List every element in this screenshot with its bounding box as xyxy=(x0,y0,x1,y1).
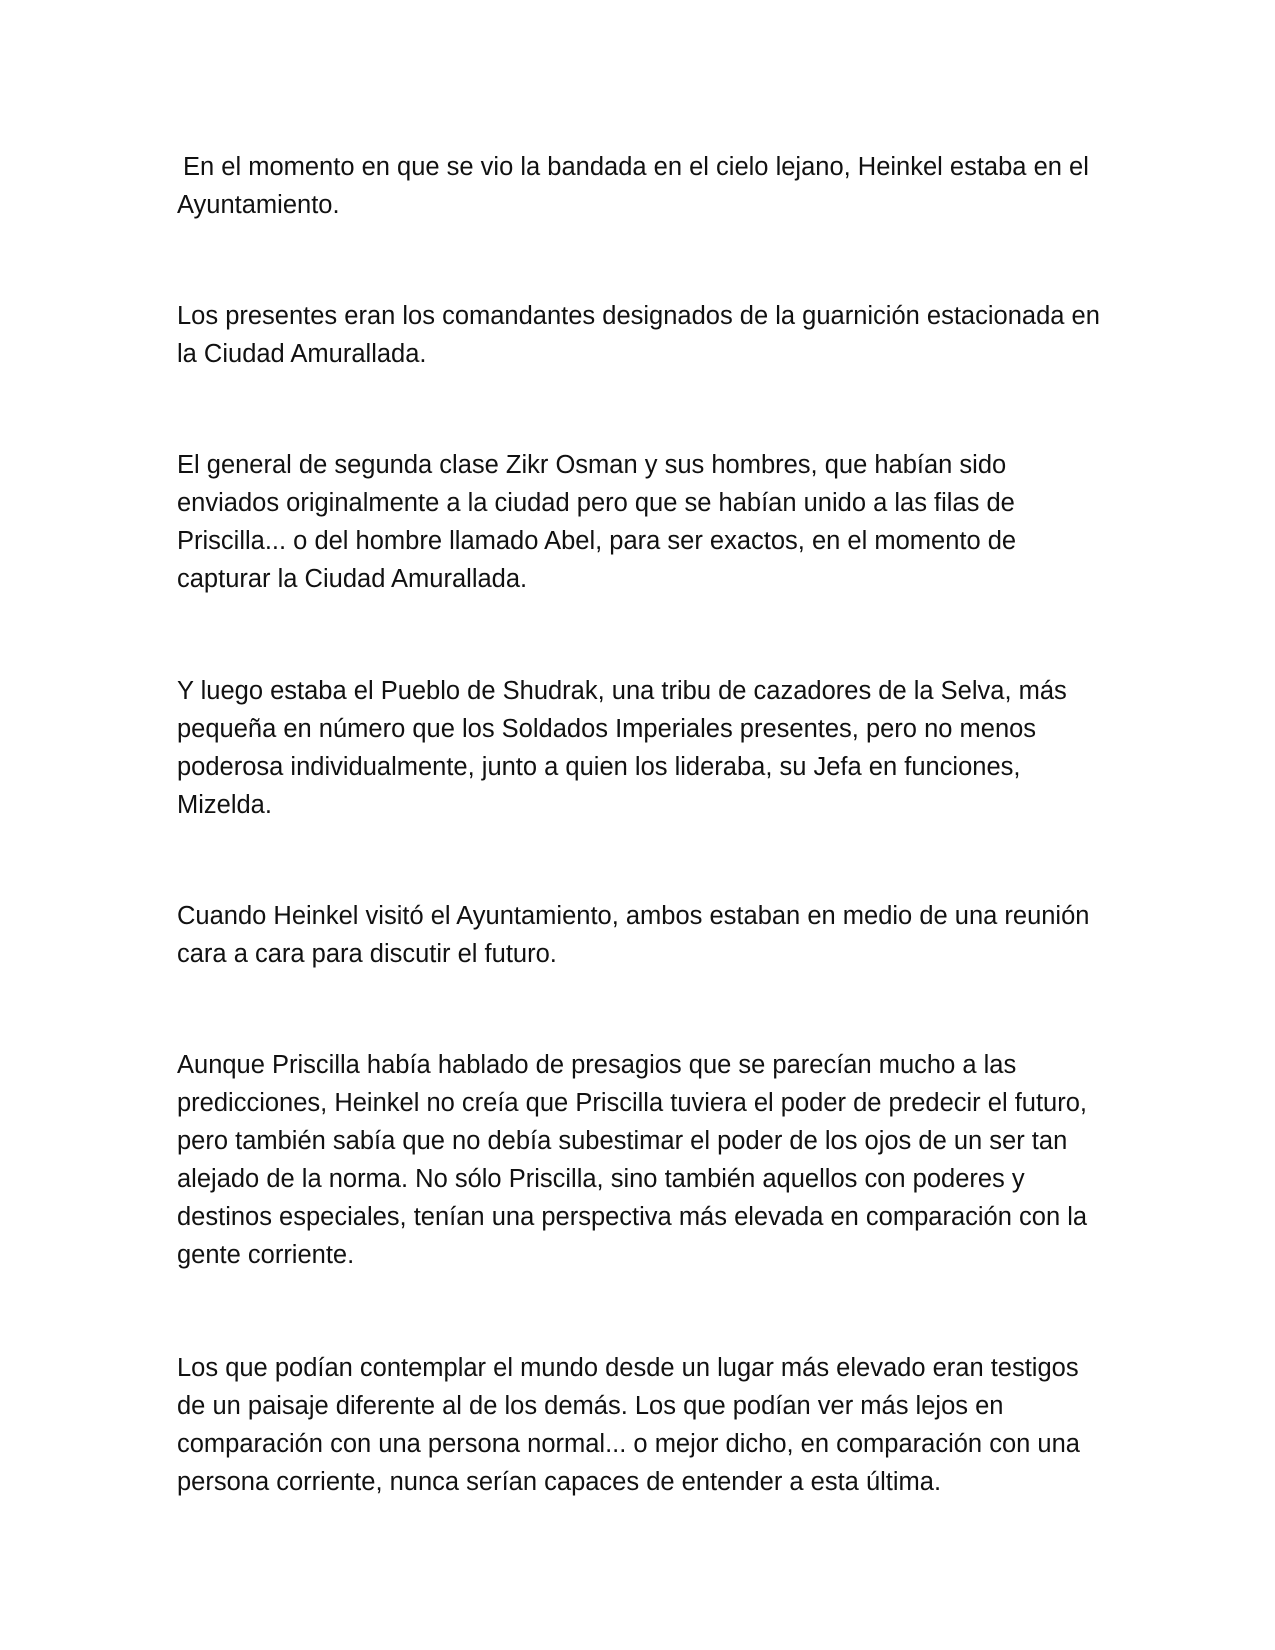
paragraph: En el momento en que se vio la bandada en el cielo lejano, Heinkel estaba en el Ayuntamiento. xyxy=(177,153,1089,219)
paragraph: Cuando Heinkel visitó el Ayuntamiento, ambos estaban en medio de una reunión cara a cara para discutir el futuro. xyxy=(177,902,1090,968)
paragraph: El general de segunda clase Zikr Osman y sus hombres, que habían sido enviados originalmente a la ciudad pero que se habían unido a las filas de Priscilla... o del hombre llamado Abel, para ser exactos, en el momento de capturar la Ciudad Amurallada. xyxy=(177,451,1017,593)
paragraph: Aunque Priscilla había hablado de presagios que se parecían mucho a las predicciones, Heinkel no creía que Priscilla tuviera el poder de predecir el futuro, pero también sabía que no debía subestimar el poder de los ojos de un ser tan alejado de la norma. No sólo Priscilla, sino también aquellos con poderes y destinos especiales, tenían una perspectiva más elevada en comparación con la gente corriente. xyxy=(177,1051,1088,1269)
paragraph: Los presentes eran los comandantes designados de la guarnición estacionada en la Ciudad Amurallada. xyxy=(177,302,1100,368)
paragraph: Los que podían contemplar el mundo desde un lugar más elevado eran testigos de un paisaje diferente al de los demás. Los que podían ver más lejos en comparación con una persona normal... o mejor dicho, en comparación con una persona corriente, nunca serían capaces de entender a esta última. xyxy=(177,1354,1080,1496)
paragraph: Y luego estaba el Pueblo de Shudrak, una tribu de cazadores de la Selva, más pequeña en número que los Soldados Imperiales presentes, pero no menos poderosa individualmente, junto a quien los lideraba, su Jefa en funciones, Mizelda. xyxy=(177,677,1067,819)
